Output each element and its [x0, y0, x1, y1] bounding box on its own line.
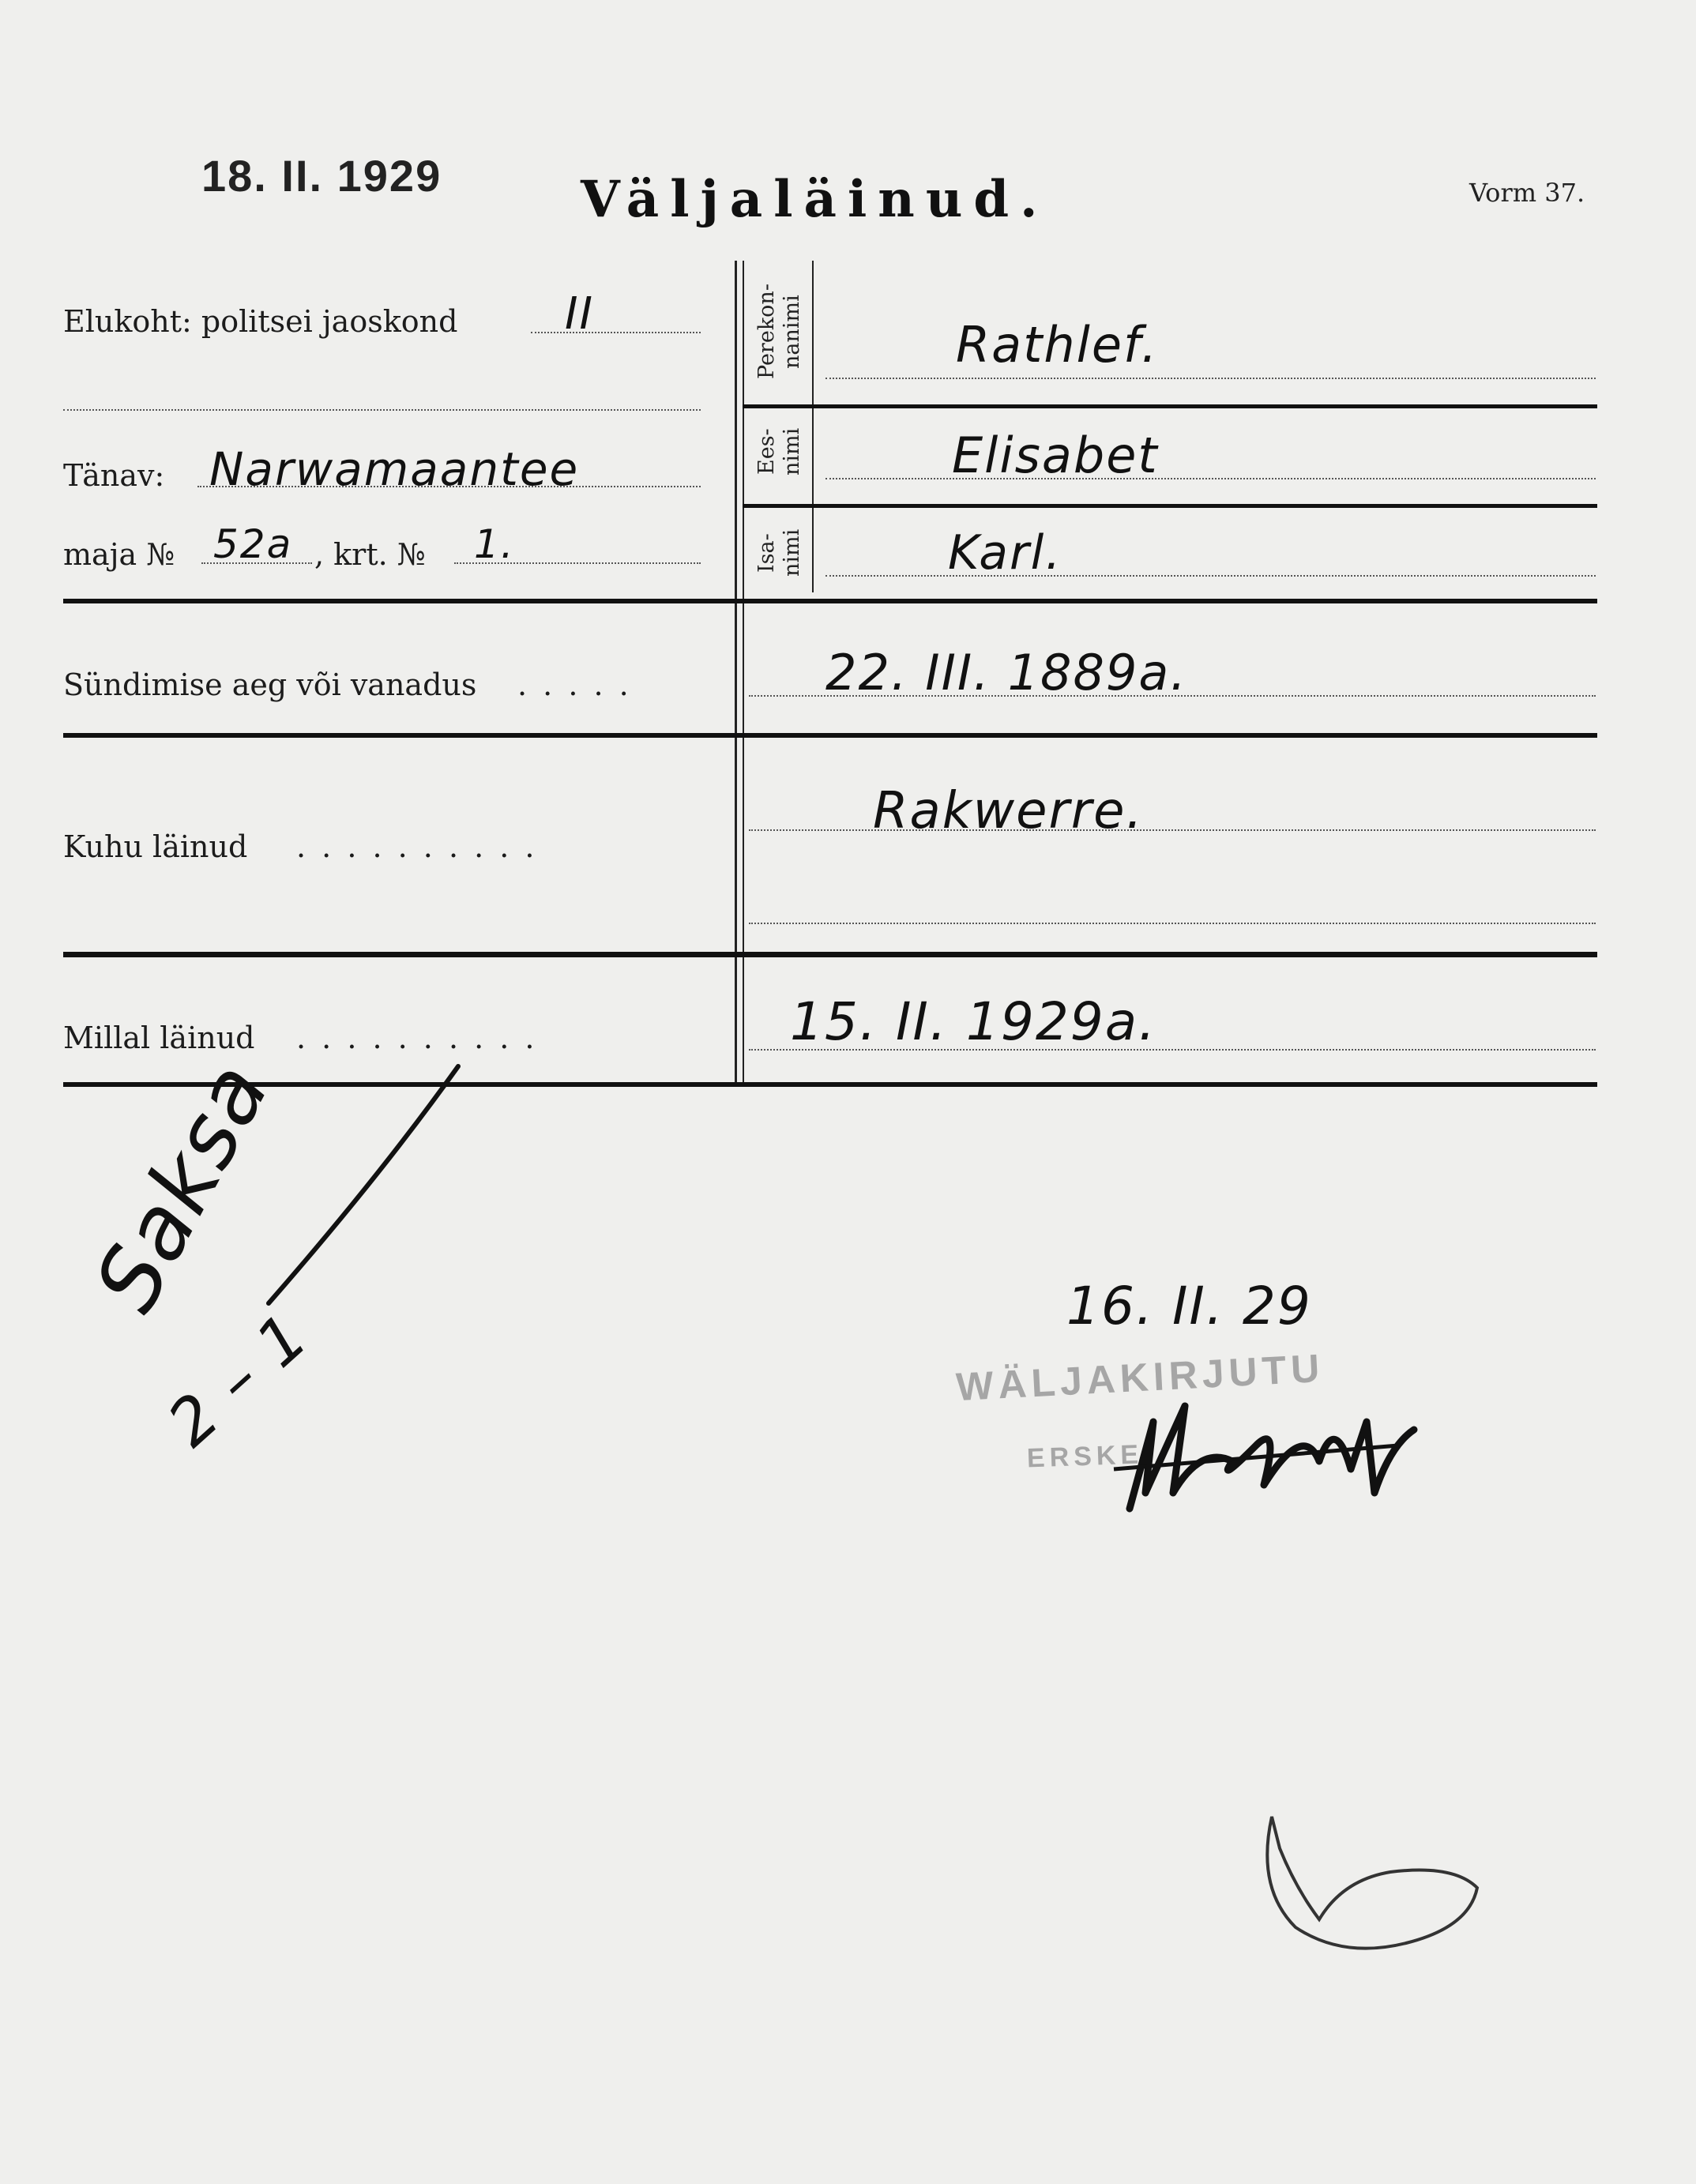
office-stamp-line-2: ERSKE	[1026, 1439, 1144, 1474]
birth-dotline	[749, 695, 1596, 697]
pencil-mark	[1248, 1801, 1501, 1975]
father-name-dotline	[825, 575, 1596, 577]
street-dotline	[197, 486, 701, 487]
birth-value: 22. III. 1889a.	[825, 644, 1188, 701]
residence-label: Elukoht: politsei jaoskond	[63, 304, 458, 339]
residence-value: II	[565, 288, 595, 340]
surname-value: Rathlef.	[956, 316, 1159, 374]
destination-dotline	[749, 829, 1596, 831]
address-block-rule	[63, 599, 1597, 603]
street-value: Narwamaantee	[209, 442, 580, 496]
destination-rule	[63, 952, 1597, 957]
office-date: 16. II. 29	[1066, 1276, 1312, 1336]
official-signature	[1098, 1374, 1430, 1517]
destination-label-dots: . . . . . . . . . .	[296, 829, 538, 864]
departure-label-dots: . . . . . . . . . .	[296, 1021, 538, 1055]
first-name-value: Elisabet	[952, 427, 1159, 484]
margin-note-2: 2 – 1	[154, 1299, 322, 1461]
departure-label: Millal läinud	[63, 1021, 255, 1055]
street-label: Tänav:	[63, 458, 165, 493]
father-name-value: Karl.	[948, 525, 1062, 581]
surname-rule	[743, 404, 1597, 408]
house-label: maja №	[63, 537, 175, 572]
apartment-label: , krt. №	[314, 537, 426, 572]
birth-label-dots: . . . . .	[517, 667, 632, 702]
margin-strokes	[221, 1051, 474, 1335]
form-title: Väljaläinud.	[581, 170, 1049, 229]
destination-value: Rakwerre.	[873, 782, 1144, 840]
received-date-stamp: 18. II. 1929	[201, 151, 442, 201]
house-dotline	[201, 562, 312, 564]
first-name-label: Ees- nimi	[754, 427, 804, 476]
form-number: Vorm 37.	[1469, 178, 1585, 208]
surname-dotline	[825, 378, 1596, 379]
destination-label: Kuhu läinud	[63, 829, 248, 864]
residence-dotline-2	[63, 409, 701, 411]
first-name-rule	[743, 504, 1597, 508]
surname-label: Perekon- nanimi	[754, 284, 804, 380]
column-divider-inner	[743, 261, 744, 1082]
birth-label: Sündimise aeg või vanadus	[63, 667, 477, 702]
apartment-dotline	[454, 562, 701, 564]
birth-rule	[63, 733, 1597, 738]
departure-dotline	[749, 1049, 1596, 1051]
destination-dotline-2	[749, 923, 1596, 924]
apartment-value: 1.	[474, 521, 515, 567]
first-name-dotline	[825, 478, 1596, 479]
name-label-divider	[812, 261, 814, 592]
column-divider	[735, 261, 737, 1082]
residence-dotline	[531, 332, 701, 333]
father-name-label: Isa- nimi	[754, 528, 804, 577]
office-stamp-line-1: WÄLJAKIRJUTU	[954, 1345, 1326, 1410]
house-value: 52a	[213, 521, 293, 567]
departure-value: 15. II. 1929a.	[790, 991, 1157, 1052]
margin-note: Saksa	[75, 1045, 289, 1328]
